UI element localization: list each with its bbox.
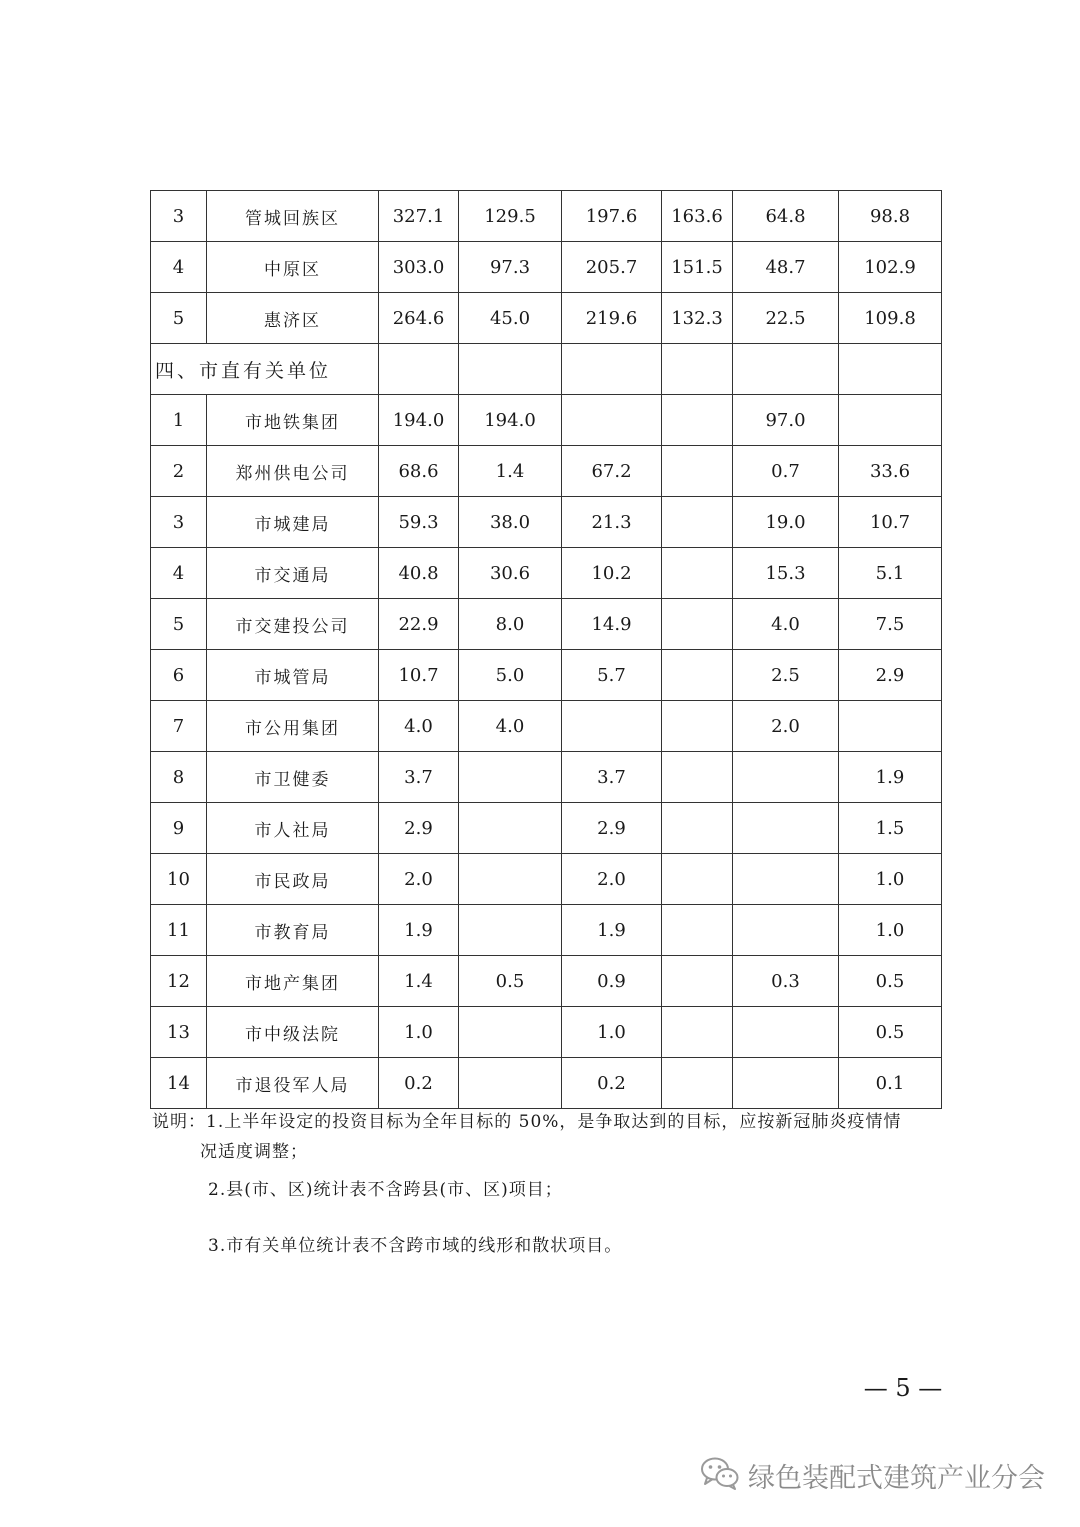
table-row	[151, 1007, 942, 1058]
table-cell: 2.9	[839, 650, 942, 701]
table-cell: 中原区	[207, 242, 379, 293]
table-cell: 1.9	[379, 905, 459, 956]
table-cell: 38.0	[459, 497, 562, 548]
section-row	[151, 344, 942, 395]
table-row	[151, 242, 942, 293]
table-cell	[733, 854, 839, 905]
table-cell	[839, 701, 942, 752]
table-cell: 市城管局	[207, 650, 379, 701]
table-cell: 9	[151, 803, 207, 854]
table-cell: 市地产集团	[207, 956, 379, 1007]
table-cell: 14	[151, 1058, 207, 1109]
table-cell: 4	[151, 242, 207, 293]
table-cell: 4.0	[459, 701, 562, 752]
table-cell: 5	[151, 293, 207, 344]
table-cell: 1.4	[379, 956, 459, 1007]
table-cell: 194.0	[459, 395, 562, 446]
note-item-1: 1.上半年设定的投资目标为全年目标的 50%，是争取达到的目标，应按新冠肺炎疫情情	[206, 1112, 902, 1132]
table-cell: 12	[151, 956, 207, 1007]
table-cell: 5	[151, 599, 207, 650]
table-cell: 5.1	[839, 548, 942, 599]
table-cell: 市卫健委	[207, 752, 379, 803]
table-cell: 7.5	[839, 599, 942, 650]
table-cell	[662, 446, 733, 497]
table-cell: 1.0	[839, 905, 942, 956]
table-cell: 0.5	[839, 1007, 942, 1058]
table-cell: 0.5	[839, 956, 942, 1007]
table-cell: 0.5	[459, 956, 562, 1007]
table-cell	[662, 701, 733, 752]
table-cell: 40.8	[379, 548, 459, 599]
table-cell	[562, 701, 662, 752]
table-row	[151, 905, 942, 956]
table-row	[151, 191, 942, 242]
table-cell	[662, 956, 733, 1007]
table-cell: 219.6	[562, 293, 662, 344]
table-cell: 0.2	[379, 1058, 459, 1109]
table-cell	[839, 344, 942, 395]
table-cell: 0.9	[562, 956, 662, 1007]
table-row	[151, 650, 942, 701]
table-cell: 市公用集团	[207, 701, 379, 752]
table-cell	[459, 752, 562, 803]
table-cell: 194.0	[379, 395, 459, 446]
table-cell	[379, 344, 459, 395]
table-cell: 1.0	[562, 1007, 662, 1058]
table-cell: 2.9	[562, 803, 662, 854]
watermark	[700, 1452, 1045, 1498]
table-cell	[733, 1007, 839, 1058]
table-row	[151, 497, 942, 548]
table-cell: 1	[151, 395, 207, 446]
table-cell: 5.0	[459, 650, 562, 701]
table-cell: 4.0	[379, 701, 459, 752]
table-cell: 109.8	[839, 293, 942, 344]
table-cell: 市交通局	[207, 548, 379, 599]
table-cell: 惠济区	[207, 293, 379, 344]
table-cell: 市交建投公司	[207, 599, 379, 650]
table-cell	[733, 752, 839, 803]
table-cell: 14.9	[562, 599, 662, 650]
table-cell: 97.3	[459, 242, 562, 293]
investment-table	[150, 190, 942, 1109]
table-cell: 郑州供电公司	[207, 446, 379, 497]
table-cell: 1.4	[459, 446, 562, 497]
table-cell	[662, 752, 733, 803]
table-cell: 21.3	[562, 497, 662, 548]
table-cell: 327.1	[379, 191, 459, 242]
table-cell: 10	[151, 854, 207, 905]
table-cell: 市退役军人局	[207, 1058, 379, 1109]
table-row	[151, 293, 942, 344]
table-cell: 管城回族区	[207, 191, 379, 242]
watermark-text: 绿色装配式建筑产业分会	[748, 1462, 1045, 1494]
table-cell: 1.5	[839, 803, 942, 854]
table-cell: 4	[151, 548, 207, 599]
page-number: — 5 —	[863, 1374, 943, 1402]
table-cell: 303.0	[379, 242, 459, 293]
table-cell: 市城建局	[207, 497, 379, 548]
table-cell: 0.3	[733, 956, 839, 1007]
table-row	[151, 1058, 942, 1109]
note-prefix: 说明：	[152, 1112, 206, 1132]
table-cell: 市民政局	[207, 854, 379, 905]
table-cell: 7	[151, 701, 207, 752]
table-row	[151, 803, 942, 854]
table-cell: 3.7	[379, 752, 459, 803]
table-cell: 197.6	[562, 191, 662, 242]
table-body	[151, 191, 942, 1109]
table-cell: 11	[151, 905, 207, 956]
table-cell	[662, 344, 733, 395]
table-cell: 98.8	[839, 191, 942, 242]
table-cell	[662, 803, 733, 854]
table-cell	[733, 344, 839, 395]
table-cell: 3	[151, 497, 207, 548]
table-cell: 22.9	[379, 599, 459, 650]
table-cell	[562, 395, 662, 446]
table-cell: 30.6	[459, 548, 562, 599]
table-cell	[662, 854, 733, 905]
table-cell	[562, 344, 662, 395]
table-cell: 19.0	[733, 497, 839, 548]
table-cell: 2	[151, 446, 207, 497]
table-cell	[459, 1058, 562, 1109]
table-cell: 0.1	[839, 1058, 942, 1109]
table-cell	[733, 1058, 839, 1109]
table-cell	[662, 395, 733, 446]
table-cell: 市教育局	[207, 905, 379, 956]
table-row	[151, 752, 942, 803]
table-cell: 264.6	[379, 293, 459, 344]
table-cell	[459, 803, 562, 854]
table-cell: 59.3	[379, 497, 459, 548]
table-cell: 2.0	[733, 701, 839, 752]
table-cell: 6	[151, 650, 207, 701]
table-cell: 8.0	[459, 599, 562, 650]
table-cell: 4.0	[733, 599, 839, 650]
table-cell	[662, 497, 733, 548]
table-cell: 97.0	[733, 395, 839, 446]
table-cell: 205.7	[562, 242, 662, 293]
table-cell: 22.5	[733, 293, 839, 344]
table-cell: 5.7	[562, 650, 662, 701]
table-cell	[733, 905, 839, 956]
table-row	[151, 395, 942, 446]
table-cell: 1.0	[379, 1007, 459, 1058]
table-cell: 33.6	[839, 446, 942, 497]
table-cell: 2.5	[733, 650, 839, 701]
table-cell: 163.6	[662, 191, 733, 242]
table-cell: 102.9	[839, 242, 942, 293]
table-cell: 68.6	[379, 446, 459, 497]
table-cell: 10.2	[562, 548, 662, 599]
table-cell	[662, 548, 733, 599]
table-cell	[733, 803, 839, 854]
note-item-2: 2.县(市、区)统计表不含跨县(市、区)项目；	[208, 1180, 563, 1200]
table-cell	[459, 905, 562, 956]
table-cell	[662, 1058, 733, 1109]
table-cell: 129.5	[459, 191, 562, 242]
table-cell: 3	[151, 191, 207, 242]
table-cell: 市地铁集团	[207, 395, 379, 446]
note-item-1-continued: 况适度调整；	[200, 1142, 308, 1162]
table-cell	[662, 1007, 733, 1058]
table-cell: 10.7	[839, 497, 942, 548]
table-cell: 132.3	[662, 293, 733, 344]
table-row	[151, 854, 942, 905]
table-cell	[459, 344, 562, 395]
section-title: 四、市直有关单位	[151, 344, 379, 395]
table-cell	[662, 650, 733, 701]
table-cell: 13	[151, 1007, 207, 1058]
table-cell: 1.0	[839, 854, 942, 905]
table-cell: 1.9	[839, 752, 942, 803]
table-cell	[662, 905, 733, 956]
table-row	[151, 701, 942, 752]
table-cell: 1.9	[562, 905, 662, 956]
table-cell: 15.3	[733, 548, 839, 599]
table-row	[151, 446, 942, 497]
table-row	[151, 956, 942, 1007]
table-cell: 67.2	[562, 446, 662, 497]
table-cell: 市中级法院	[207, 1007, 379, 1058]
table-cell: 10.7	[379, 650, 459, 701]
note-line-1	[152, 1106, 901, 1138]
table-cell: 2.0	[562, 854, 662, 905]
table-row	[151, 599, 942, 650]
table-cell: 2.0	[379, 854, 459, 905]
table-cell: 48.7	[733, 242, 839, 293]
wechat-icon	[700, 1456, 740, 1494]
table-cell	[459, 1007, 562, 1058]
table-row	[151, 548, 942, 599]
table-cell	[839, 395, 942, 446]
table-cell: 0.7	[733, 446, 839, 497]
table-cell: 3.7	[562, 752, 662, 803]
table-cell: 2.9	[379, 803, 459, 854]
table-cell: 151.5	[662, 242, 733, 293]
note-item-3: 3.市有关单位统计表不含跨市域的线形和散状项目。	[208, 1236, 623, 1256]
table-cell: 0.2	[562, 1058, 662, 1109]
table-cell	[662, 599, 733, 650]
table-cell: 64.8	[733, 191, 839, 242]
table-cell	[459, 854, 562, 905]
table-cell: 45.0	[459, 293, 562, 344]
table-cell: 市人社局	[207, 803, 379, 854]
table-cell: 8	[151, 752, 207, 803]
